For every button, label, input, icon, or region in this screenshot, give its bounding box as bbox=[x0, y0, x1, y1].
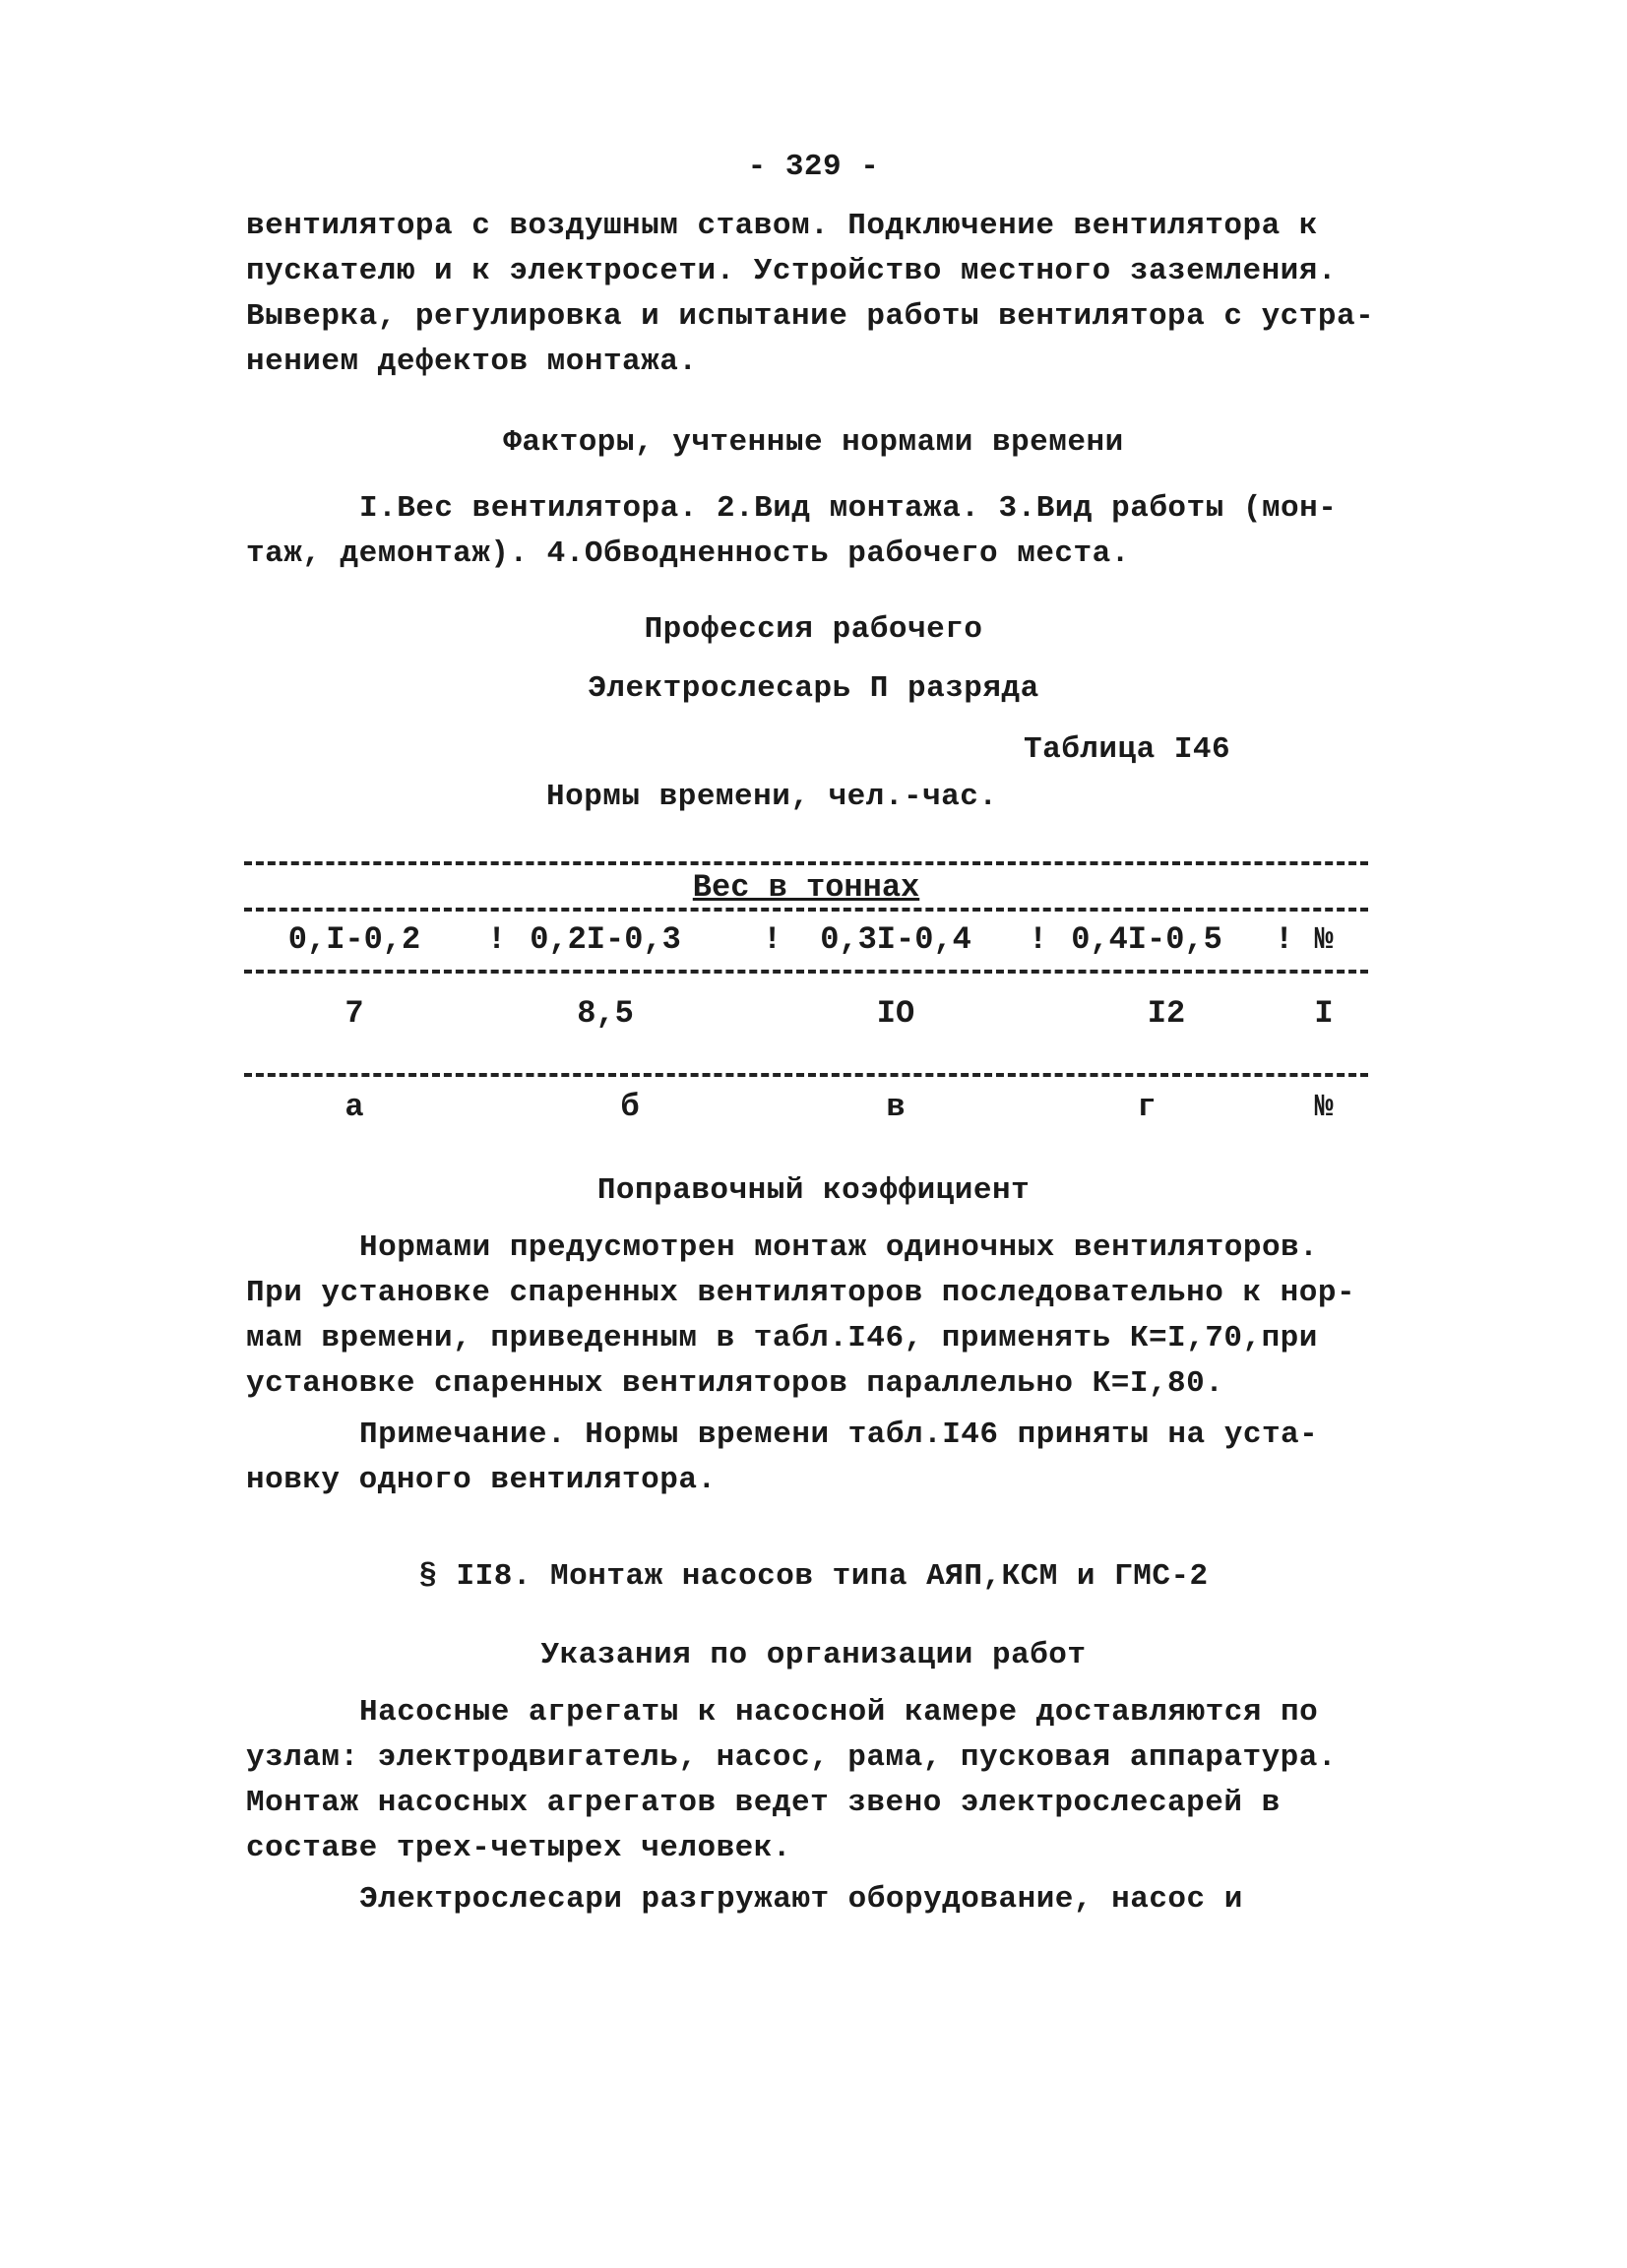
table-rule bbox=[244, 1073, 1368, 1077]
coef-heading: Поправочный коэффициент bbox=[596, 1173, 1031, 1208]
column-separator: ! bbox=[1275, 921, 1294, 958]
paragraph-line: пускателю и к электросети. Устройство местного заземления. bbox=[246, 254, 1337, 288]
table-column-header: 0,2I-0,3 bbox=[530, 921, 681, 958]
column-separator: ! bbox=[487, 921, 507, 958]
note-line: новку одного вентилятора. bbox=[246, 1463, 717, 1497]
table-cell: I2 bbox=[1147, 995, 1186, 1032]
coef-line: мам времени, приведенным в табл.I46, применять К=I,70,при bbox=[246, 1321, 1318, 1355]
table-caption: Нормы времени, чел.-час. bbox=[546, 780, 998, 814]
factors-line: I.Вес вентилятора. 2.Вид монтажа. 3.Вид работы (мон- bbox=[359, 491, 1338, 526]
table-cell: I bbox=[1314, 995, 1334, 1032]
instructions-line: Монтаж насосных агрегатов ведет звено электрослесарей в bbox=[246, 1786, 1281, 1820]
coef-line: установке спаренных вентиляторов параллельно К=I,80. bbox=[246, 1366, 1224, 1401]
table-column-header: № bbox=[1314, 921, 1334, 958]
profession-heading: Профессия рабочего bbox=[644, 612, 983, 647]
coef-line: Нормами предусмотрен монтаж одиночных вентиляторов. bbox=[359, 1230, 1319, 1265]
page-number: - 329 - bbox=[747, 150, 880, 184]
factors-line: таж, демонтаж). 4.Обводненность рабочего места. bbox=[246, 536, 1130, 571]
table-group-header: Вес в тоннах bbox=[692, 869, 920, 906]
table-letter: а bbox=[344, 1089, 364, 1125]
table-label: Таблица I46 bbox=[1024, 732, 1231, 767]
table-letter: г bbox=[1137, 1089, 1157, 1125]
table-rule bbox=[244, 861, 1368, 865]
paragraph-line: нением дефектов монтажа. bbox=[246, 345, 698, 379]
table-column-header: 0,I-0,2 bbox=[287, 921, 421, 958]
coef-line: При установке спаренных вентиляторов последовательно к нор- bbox=[246, 1276, 1356, 1310]
instructions-line: узлам: электродвигатель, насос, рама, пусковая аппаратура. bbox=[246, 1740, 1337, 1775]
table-rule bbox=[244, 908, 1368, 912]
table-column-header: 0,3I-0,4 bbox=[820, 921, 971, 958]
table-cell: IO bbox=[876, 995, 915, 1032]
profession-value: Электрослесарь П разряда bbox=[588, 671, 1039, 706]
table-cell: 7 bbox=[344, 995, 364, 1032]
note-line: Примечание. Нормы времени табл.I46 приняты на уста- bbox=[359, 1418, 1319, 1452]
column-separator: ! bbox=[1029, 921, 1048, 958]
table-letter: № bbox=[1314, 1089, 1334, 1125]
table-rule bbox=[244, 970, 1368, 974]
instructions-heading: Указания по организации работ bbox=[540, 1638, 1087, 1672]
paragraph-line: Выверка, регулировка и испытание работы вентилятора с устра- bbox=[246, 299, 1375, 334]
paragraph-line: вентилятора с воздушным ставом. Подключение вентилятора к bbox=[246, 209, 1318, 243]
instructions-line: Насосные агрегаты к насосной камере доставляются по bbox=[359, 1695, 1319, 1730]
factors-heading: Факторы, учтенные нормами времени bbox=[503, 425, 1124, 460]
table-letter: б bbox=[620, 1089, 640, 1125]
column-separator: ! bbox=[763, 921, 782, 958]
table-cell: 8,5 bbox=[577, 995, 634, 1032]
instructions-line: Электрослесари разгружают оборудование, насос и bbox=[359, 1882, 1243, 1917]
instructions-line: составе трех-четырех человек. bbox=[246, 1831, 791, 1865]
section-heading: § II8. Монтаж насосов типа АЯП,КСМ и ГМС-2 bbox=[418, 1559, 1209, 1594]
table-column-header: 0,4I-0,5 bbox=[1071, 921, 1222, 958]
table-letter: в bbox=[886, 1089, 906, 1125]
